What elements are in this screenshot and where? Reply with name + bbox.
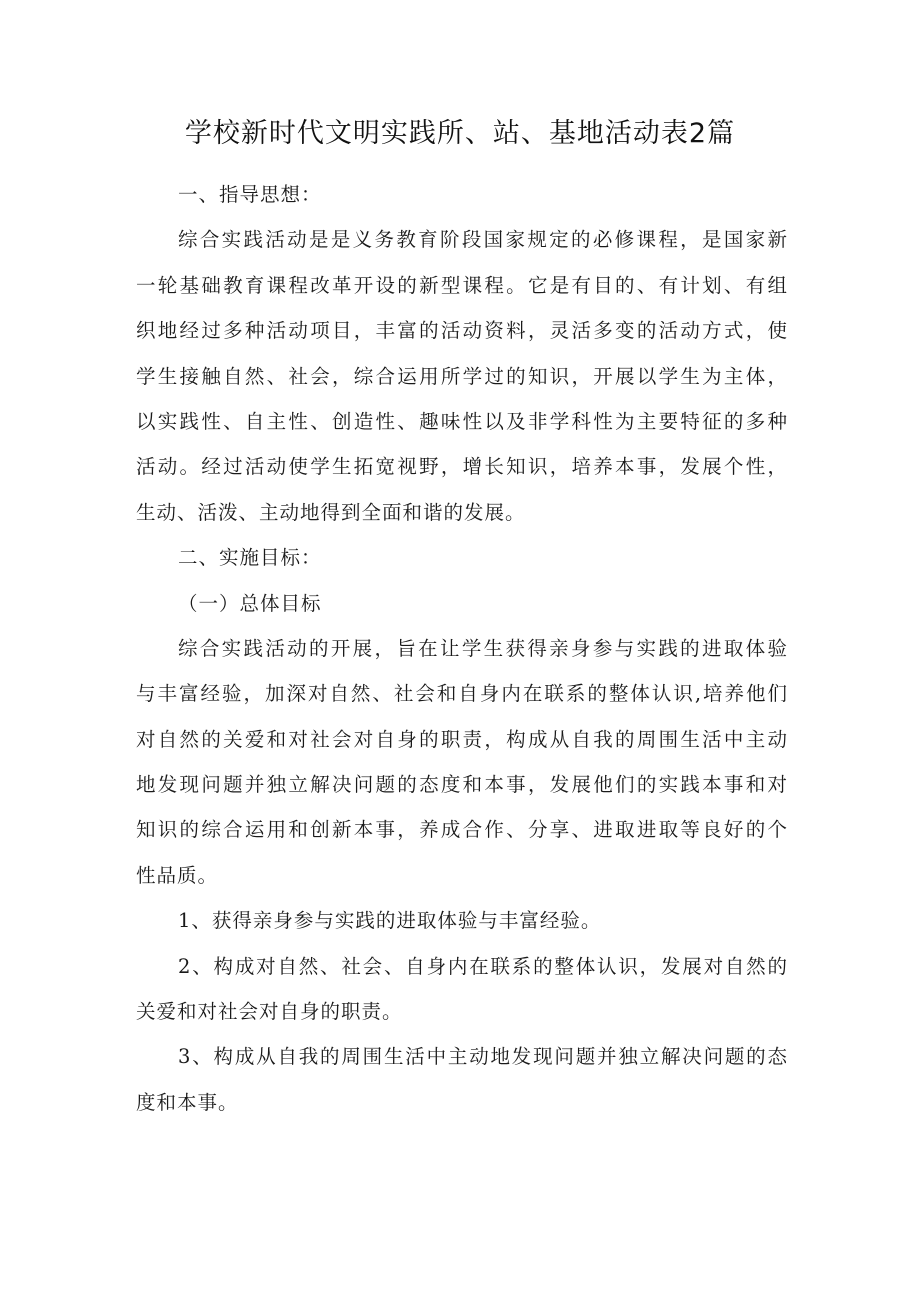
paragraph-line: 知识的综合运用和创新本事，养成合作、分享、进取进取等良好的个: [136, 818, 788, 842]
section-heading-goals: 二、实施目标：: [178, 546, 322, 570]
goal-item-2-line: 关爱和对社会对自身的职责。: [136, 1000, 403, 1024]
goal-item-1: 1、获得亲身参与实践的进取体验与丰富经验。: [178, 909, 602, 933]
paragraph-line: 生动、活泼、主动地得到全面和谐的发展。: [136, 500, 526, 524]
paragraph-line: 性品质。: [136, 863, 219, 887]
goal-item-3-line: 3、构成从自我的周围生活中主动地发现问题并独立解决问题的态: [178, 1045, 788, 1069]
document-body: [136, 172, 788, 1125]
subsection-heading-overall: （一）总体目标: [178, 591, 322, 615]
section-heading-guiding: 一、指导思想：: [178, 183, 322, 206]
paragraph-line: 一轮基础教育课程改革开设的新型课程。它是有目的、有计划、有组: [136, 273, 788, 297]
goal-item-3-line: 度和本事。: [136, 1090, 239, 1114]
paragraph-line: 综合实践活动是是义务教育阶段国家规定的必修课程，是国家新: [178, 228, 788, 252]
paragraph-line: 对自然的关爱和对社会对自身的职责，构成从自我的周围生活中主动: [136, 727, 788, 751]
paragraph-line: 活动。经过活动使学生拓宽视野，增长知识，培养本事，发展个性，: [136, 455, 788, 479]
paragraph-line: 综合实践活动的开展，旨在让学生获得亲身参与实践的进取体验: [178, 636, 788, 660]
paragraph-line: 学生接触自然、社会，综合运用所学过的知识，开展以学生为主体，: [136, 364, 788, 388]
paragraph-line: 以实践性、自主性、创造性、趣味性以及非学科性为主要特征的多种: [136, 409, 788, 433]
paragraph-line: 地发现问题并独立解决问题的态度和本事，发展他们的实践本事和对: [136, 773, 788, 797]
paragraph-line: 织地经过多种活动项目，丰富的活动资料，灵活多变的活动方式，使: [136, 319, 788, 343]
goal-item-2-line: 2、构成对自然、社会、自身内在联系的整体认识，发展对自然的: [178, 954, 788, 978]
paragraph-line: 与丰富经验，加深对自然、社会和自身内在联系的整体认识,培养他们: [136, 682, 788, 706]
document-title: 学校新时代文明实践所、站、基地活动表2篇: [184, 118, 736, 149]
